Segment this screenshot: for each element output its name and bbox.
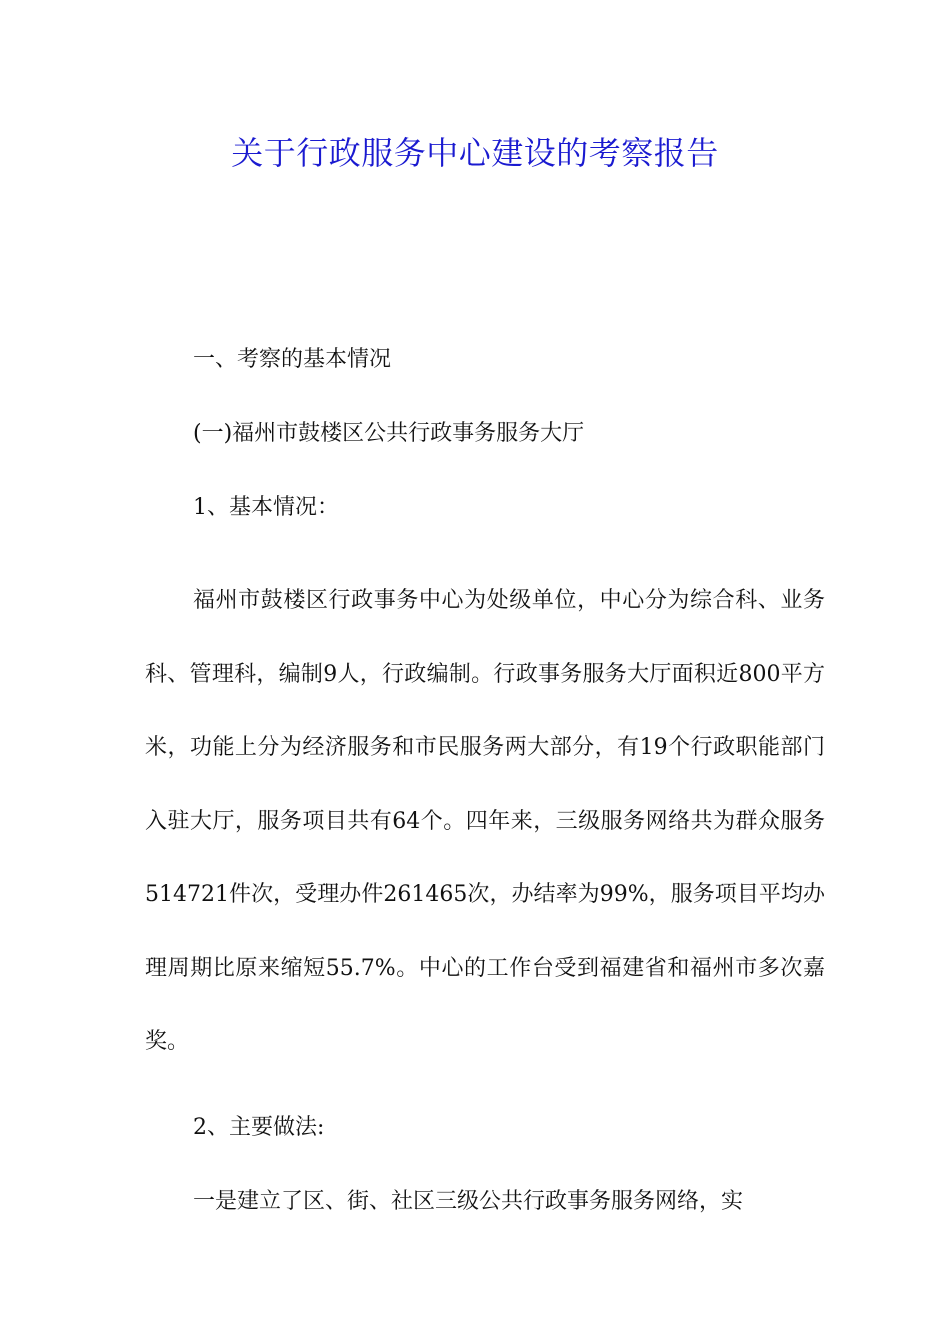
item-heading-main-practices: 2、主要做法: — [193, 1115, 325, 1140]
document-title: 关于行政服务中心建设的考察报告 — [231, 134, 719, 172]
subsection-heading: (一)福州市鼓楼区公共行政事务服务大厅 — [193, 421, 585, 446]
paragraph-basic-situation: 福州市鼓楼区行政事务中心为处级单位，中心分为综合科、业务科、管理科，编制9人，行政编制。行政事务服务大厅面积近800平方米，功能上分为经济服务和市民服务两大部分，有19个行政职能部门入驻大厅，服务项目共有64个。四年来，三级服务网络共为群众服务514721件次，受理办件261465次，办结率为99%，服务项目平均办理周期比原来缩短55.7%。中心的工作台受到福建省和福州市多次嘉奖。 — [145, 588, 825, 1054]
section-heading: 一、考察的基本情况 — [193, 347, 392, 372]
item-heading-basic-situation: 1、基本情况： — [193, 495, 339, 520]
paragraph-main-practices-start: 一是建立了区、街、社区三级公共行政事务服务网络，实 — [193, 1189, 744, 1214]
